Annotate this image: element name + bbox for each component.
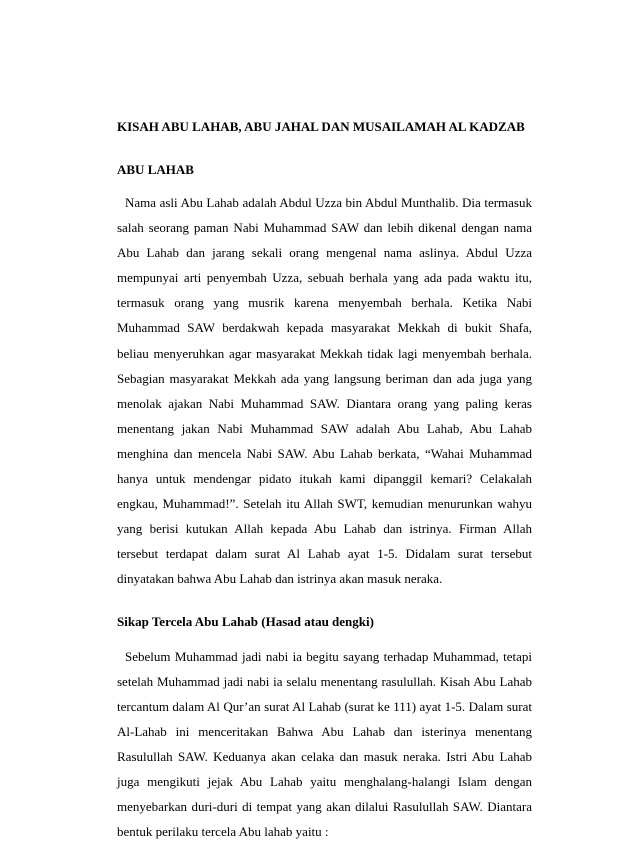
section-heading-sikap-tercela: Sikap Tercela Abu Lahab (Hasad atau dengki) [117, 614, 532, 630]
section-paragraph-sikap-tercela: Sebelum Muhammad jadi nabi ia begitu sayang terhadap Muhammad, tetapi setelah Muhammad jadi nabi ia selalu menentang rasulullah. Kisah Abu Lahab tercantum dalam Al Qur’an surat Al Lahab (surat ke 111) ayat 1-5. Dalam surat Al-Lahab ini menceritakan Bahwa Abu Lahab dan isterinya menentang Rasulullah SAW. Keduanya akan celaka dan masuk neraka. Istri Abu Lahab juga mengikuti jejak Abu Lahab yaitu menghalang-halangi Islam dengan menyebarkan duri-duri di tempat yang akan dilalui Rasulullah SAW. Diantara bentuk perilaku tercela Abu lahab yaitu : [117, 644, 532, 844]
section-heading-abu-lahab: ABU LAHAB [117, 162, 532, 178]
document-title: KISAH ABU LAHAB, ABU JAHAL DAN MUSAILAMAH AL KADZAB [117, 119, 532, 135]
section-paragraph-abu-lahab: Nama asli Abu Lahab adalah Abdul Uzza bin Abdul Munthalib. Dia termasuk salah seorang paman Nabi Muhammad SAW dan lebih dikenal dengan nama Abu Lahab dan jarang sekali orang mengenal nama aslinya. Abdul Uzza mempunyai arti penyembah Uzza, sebuah berhala yang ada pada waktu itu, termasuk orang yang musrik karena menyembah berhala. Ketika Nabi Muhammad SAW berdakwah kepada masyarakat Mekkah di bukit Shafa, beliau menyeruhkan agar masyarakat Mekkah tidak lagi menyembah berhala. Sebagian masyarakat Mekkah ada yang langsung beriman dan ada juga yang menolak ajakan Nabi Muhammad SAW. Diantara orang yang paling keras menentang jakan Nabi Muhammad SAW adalah Abu Lahab, Abu Lahab menghina dan mencela Nabi SAW. Abu Lahab berkata, “Wahai Muhammad hanya untuk mendengar pidato itukah kami dipanggil kemari? Celakalah engkau, Muhammad!”. Setelah itu Allah SWT, kemudian menurunkan wahyu yang berisi kutukan Allah kepada Abu Lahab dan istrinya. Firman Allah tersebut terdapat dalam surat Al Lahab ayat 1-5. Didalam surat tersebut dinyatakan bahwa Abu Lahab dan istrinya akan masuk neraka. [117, 190, 532, 592]
